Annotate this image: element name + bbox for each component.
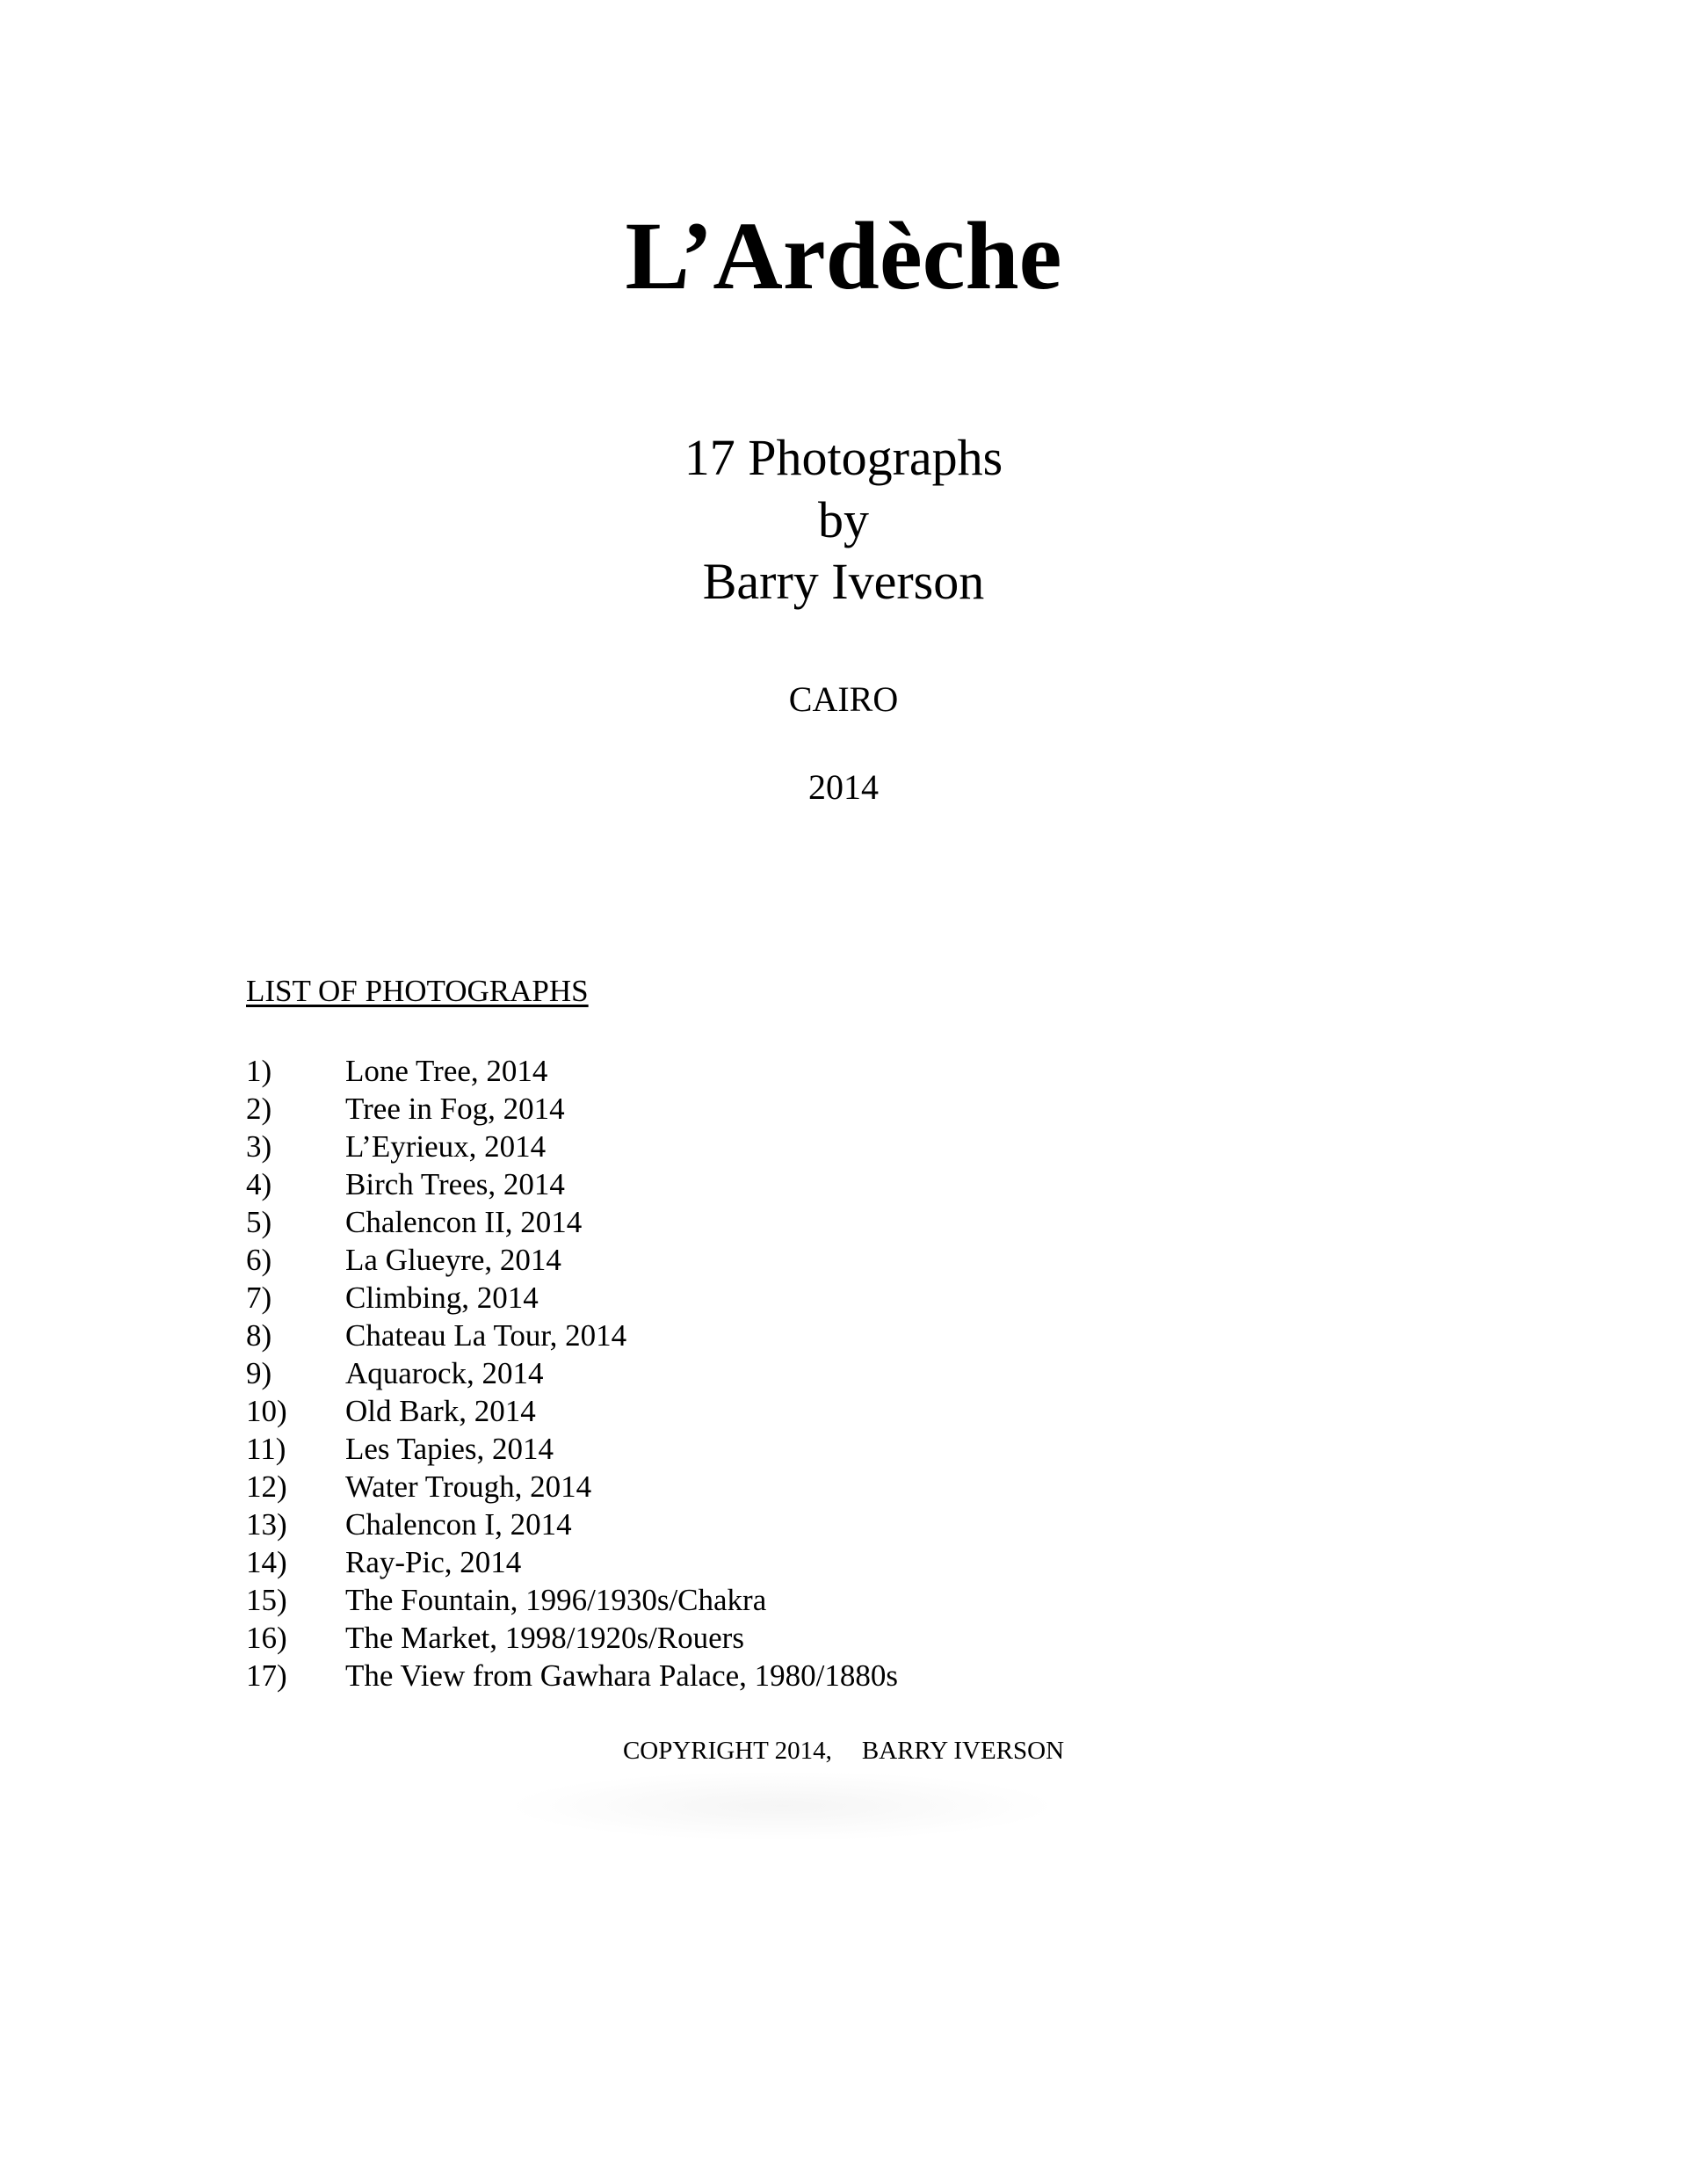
item-title: Chalencon I, 2014 [345, 1507, 572, 1542]
copyright-label: COPYRIGHT 2014, [622, 1737, 832, 1765]
item-title: Tree in Fog, 2014 [345, 1092, 565, 1126]
item-title: The Fountain, 1996/1930s/Chakra [345, 1583, 767, 1617]
item-number: 14) [246, 1545, 287, 1579]
list-item [246, 1619, 1476, 1657]
list-item [246, 1052, 1476, 1090]
item-title: Water Trough, 2014 [345, 1469, 592, 1504]
list-item [246, 1581, 1476, 1619]
item-title: Les Tapies, 2014 [345, 1432, 554, 1466]
list-item [246, 1128, 1476, 1165]
list-item [246, 1392, 1476, 1430]
item-number: 7) [246, 1281, 272, 1315]
list-item [246, 1657, 1476, 1694]
author-name: Barry Iverson [702, 553, 985, 610]
item-number: 15) [246, 1583, 287, 1617]
item-title: Climbing, 2014 [345, 1281, 539, 1315]
item-number: 2) [246, 1092, 272, 1126]
subtitle-photo-count: 17 Photographs [684, 429, 1003, 486]
copyright-notice [0, 1738, 1687, 1764]
list-item [246, 1354, 1476, 1392]
subtitle-by: by [818, 491, 869, 548]
year-label: 2014 [808, 767, 879, 807]
list-item [246, 1468, 1476, 1506]
copyright-holder: BARRY IVERSON [861, 1737, 1065, 1765]
list-item [246, 1430, 1476, 1468]
list-item [246, 1506, 1476, 1543]
item-title: Chalencon II, 2014 [345, 1205, 583, 1239]
item-title: L’Eyrieux, 2014 [345, 1129, 547, 1164]
list-heading: LIST OF PHOTOGRAPHS [246, 974, 589, 1008]
item-title: Lone Tree, 2014 [345, 1054, 548, 1088]
document-title: L’Ardèche [625, 202, 1062, 309]
item-number: 10) [246, 1394, 287, 1428]
list-item [246, 1317, 1476, 1354]
item-title: La Glueyre, 2014 [345, 1243, 561, 1277]
item-number: 12) [246, 1469, 287, 1504]
item-title: The Market, 1998/1920s/Rouers [345, 1621, 744, 1655]
item-number: 6) [246, 1243, 272, 1277]
item-title: The View from Gawhara Palace, 1980/1880s [345, 1658, 899, 1693]
item-number: 11) [246, 1432, 286, 1466]
item-number: 16) [246, 1621, 287, 1655]
item-title: Aquarock, 2014 [345, 1356, 544, 1390]
item-title: Birch Trees, 2014 [345, 1167, 565, 1201]
item-number: 3) [246, 1129, 272, 1164]
list-item [246, 1090, 1476, 1128]
list-item [246, 1279, 1476, 1317]
photo-list [246, 1052, 1476, 1694]
page-bleed-through [505, 1771, 1059, 1841]
item-number: 4) [246, 1167, 272, 1201]
item-number: 5) [246, 1205, 272, 1239]
item-number: 1) [246, 1054, 272, 1088]
list-item [246, 1241, 1476, 1279]
item-number: 17) [246, 1658, 287, 1693]
list-item [246, 1543, 1476, 1581]
item-number: 8) [246, 1318, 272, 1353]
city-label: CAIRO [788, 679, 899, 719]
item-number: 9) [246, 1356, 272, 1390]
item-title: Old Bark, 2014 [345, 1394, 536, 1428]
list-item [246, 1203, 1476, 1241]
item-number: 13) [246, 1507, 287, 1542]
list-item [246, 1165, 1476, 1203]
item-title: Ray-Pic, 2014 [345, 1545, 522, 1579]
item-title: Chateau La Tour, 2014 [345, 1318, 627, 1353]
